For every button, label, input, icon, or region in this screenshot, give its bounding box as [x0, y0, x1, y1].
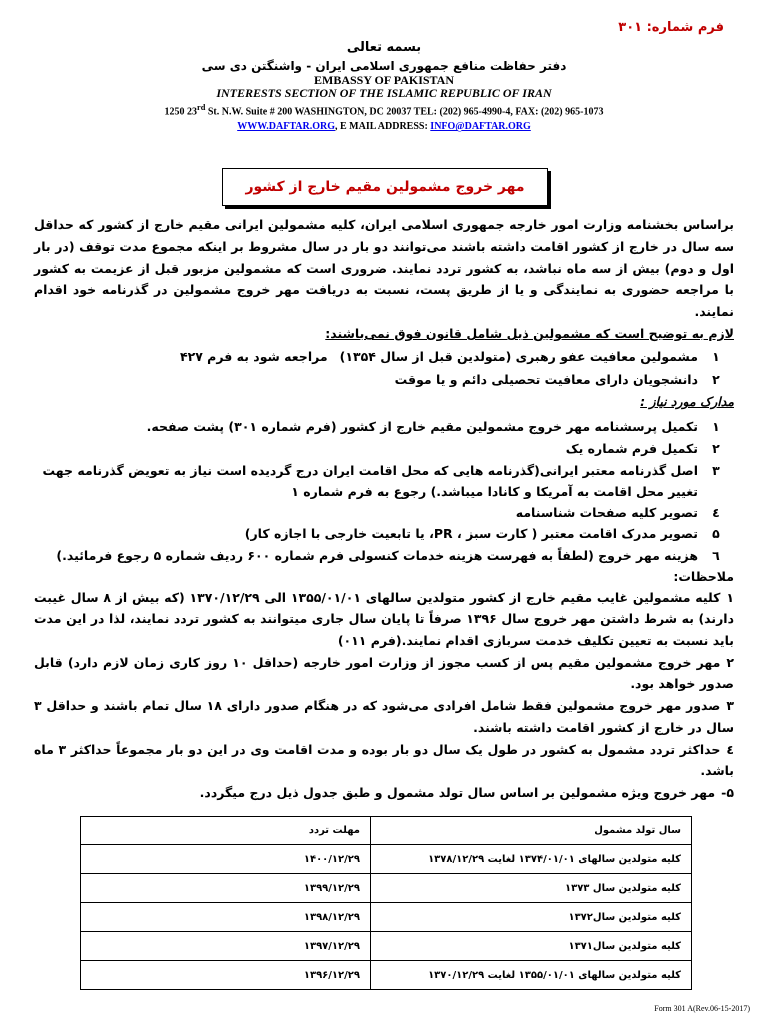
note-item: ۲مهر خروج مشمولین مقیم پس از کسب مجوز از وزارت امور خارجه (حداقل ۱۰ روز کاری زمان لازم دارد) قابل صدور خواهد بود. [34, 654, 735, 692]
note-item: ۱کلیه مشمولین غایب مقیم خارج از کشور متولدین سالهای ۱۳۵۵/۰۱/۰۱ الی ۱۳۷۰/۱۲/۲۹ (که بیش از ۸ سال غیبت دارند) به شرط داشتن مهر خروج سال ۱۳۹۶ صرفاً تا پایان سال جاری میتوانند به کشور تردد نمایند، لذا در این مدت باید نسبت به تعیین تکلیف خدمت سربازی اقدام نمایند.(فرم ۰۱۱) [34, 589, 734, 648]
table-row [81, 874, 692, 903]
table-header-row [81, 817, 692, 845]
column-header-deadline: مهلت تردد [81, 817, 371, 845]
column-header-birth-year: سال تولد مشمول [371, 817, 692, 845]
embassy-name: EMBASSY OF PAKISTAN [313, 73, 454, 87]
list-item: ٤ تصویر کلیه صفحات شناسنامه [515, 504, 720, 520]
letterhead [0, 38, 768, 134]
address-line: 1250 23rd St. N.W. Suite # 200 WASHINGTON, DC 20037 TEL: (202) 965-4990-4, FAX: (202) 965-1073 [164, 103, 604, 118]
table-row [81, 903, 692, 932]
document-title: مهر خروج مشمولین مقیم خارج از کشور [222, 168, 548, 206]
list-item: ۵ تصویر مدرک اقامت معتبر ( کارت سبز ، PR، یا تابعیت خارجی با اجازه کار) [244, 526, 720, 542]
table-row [81, 932, 692, 961]
email-link[interactable]: INFO@DAFTAR.ORG [430, 121, 531, 133]
notes-list [34, 587, 734, 804]
deadline-table [80, 816, 692, 990]
exempt-list [34, 345, 734, 391]
document-body [34, 214, 734, 804]
list-item: ۳ اصل گذرنامه معتبر ایرانی(گذرنامه هایی که محل اقامت ایران درج گردیده است نیاز به تعویض گذرنامه جهت تغییر محل اقامت به آمریکا و کانادا میباشد.) رجوع به فرم شماره ۱ [42, 462, 720, 499]
table-cell: کلیه متولدین سالهای ۱۳۵۵/۰۱/۰۱ لغایت ۱۳۷۰/۱۲/۲۹ [371, 961, 692, 990]
table-cell: کلیه متولدین سال۱۳۷۱ [371, 932, 692, 961]
office-name: دفتر حفاظت منافع جمهوری اسلامی ایران - واشنگتن دی سی [201, 59, 567, 73]
besm-heading: بسمه تعالی [346, 40, 422, 55]
table-cell: ۱۳۹۸/۱۲/۲۹ [81, 903, 371, 932]
interests-section: INTERESTS SECTION OF THE ISLAMIC REPUBLIC OF IRAN [216, 86, 552, 100]
table-cell: ۱۴۰۰/۱۲/۲۹ [81, 845, 371, 874]
table-cell: ۱۳۹۷/۱۲/۲۹ [81, 932, 371, 961]
table-row [81, 845, 692, 874]
list-item: ۲ دانشجویان دارای معافیت تحصیلی دائم و یا موقت [394, 371, 720, 387]
list-item: ۱ مشمولین معافیت عفو رهبری (متولدین قبل از سال ۱۳۵۴)مراجعه شود به فرم ۴۲۷ [179, 348, 720, 364]
docs-heading: مدارک مورد نیاز : [640, 393, 734, 409]
table-cell: ۱۳۹۶/۱۲/۲۹ [81, 961, 371, 990]
contact-line: WWW.DAFTAR.ORG, E MAIL ADDRESS: INFO@DAFTAR.ORG [237, 121, 531, 133]
table-cell: کلیه متولدین سالهای ۱۳۷۴/۰۱/۰۱ لغایت ۱۳۷۸/۱۲/۲۹ [371, 845, 692, 874]
table-row [81, 961, 692, 990]
list-item: ٦ هزینه مهر خروج (لطفاً به فهرست هزینه خدمات کنسولی فرم شماره ۶۰۰ ردیف شماره ۵ رجوع فرمائید.) [56, 548, 720, 564]
website-link[interactable]: WWW.DAFTAR.ORG [237, 121, 335, 133]
form-number: فرم شماره: ۳۰۱ [618, 20, 724, 35]
note-item: ٤حداکثر تردد مشمول به کشور در طول یک سال دو بار بوده و مدت اقامت وی در این دو بار مجموعاً حداکثر ۳ ماه باشد. [34, 741, 734, 779]
list-item: ۲ تکمیل فرم شماره یک [565, 440, 720, 456]
table-cell: کلیه متولدین سال ۱۳۷۳ [371, 874, 692, 903]
notes-heading: ملاحظات: [673, 568, 734, 584]
note-item: ۵-مهر خروج ویژه مشمولین بر اساس سال تولد مشمول و طبق جدول ذیل درج میگردد. [199, 785, 734, 801]
note-item: ۳صدور مهر خروج مشمولین فقط شامل افرادی می‌شود که در هنگام صدور دارای ۱۸ سال تمام باشند و حداقل ۳ سال در خارج از کشور اقامت داشته باشند. [34, 698, 734, 735]
list-item: ۱ تکمیل پرسشنامه مهر خروج مشمولین مقیم خارج از کشور (فرم شماره ۳۰۱) پشت صفحه. [146, 418, 720, 434]
table-cell: کلیه متولدین سال۱۳۷۲ [371, 903, 692, 932]
exempt-heading: لازم به توضیح است که مشمولین ذیل شامل قانون فوق نمی‌باشند: [325, 325, 734, 341]
table-cell: ۱۳۹۹/۱۲/۲۹ [81, 874, 371, 903]
form-revision-footer: Form 301 A(Rev.06-15-2017) [654, 1004, 750, 1013]
intro-paragraph: براساس بخشنامه وزارت امور خارجه جمهوری اسلامی ایران، کلیه مشمولین ایرانی مقیم خارج از کشور که حداقل سه سال در خارج از کشور اقامت داشته باشند می‌توانند دو بار در سال مشروط بر اینکه مجموع مدت توقف (در بار اول و دوم) بیش از سه ماه نباشد، به کشور تردد نمایند. ضروری است که مشمولین مزبور قبل از عزیمت به کشور با مراجعه حضوری به نمایندگی و یا از طریق پست، نسبت به دریافت مهر خروج مشمولین در گذرنامه خود اقدام نمایند. [34, 217, 734, 320]
docs-list [34, 416, 734, 567]
